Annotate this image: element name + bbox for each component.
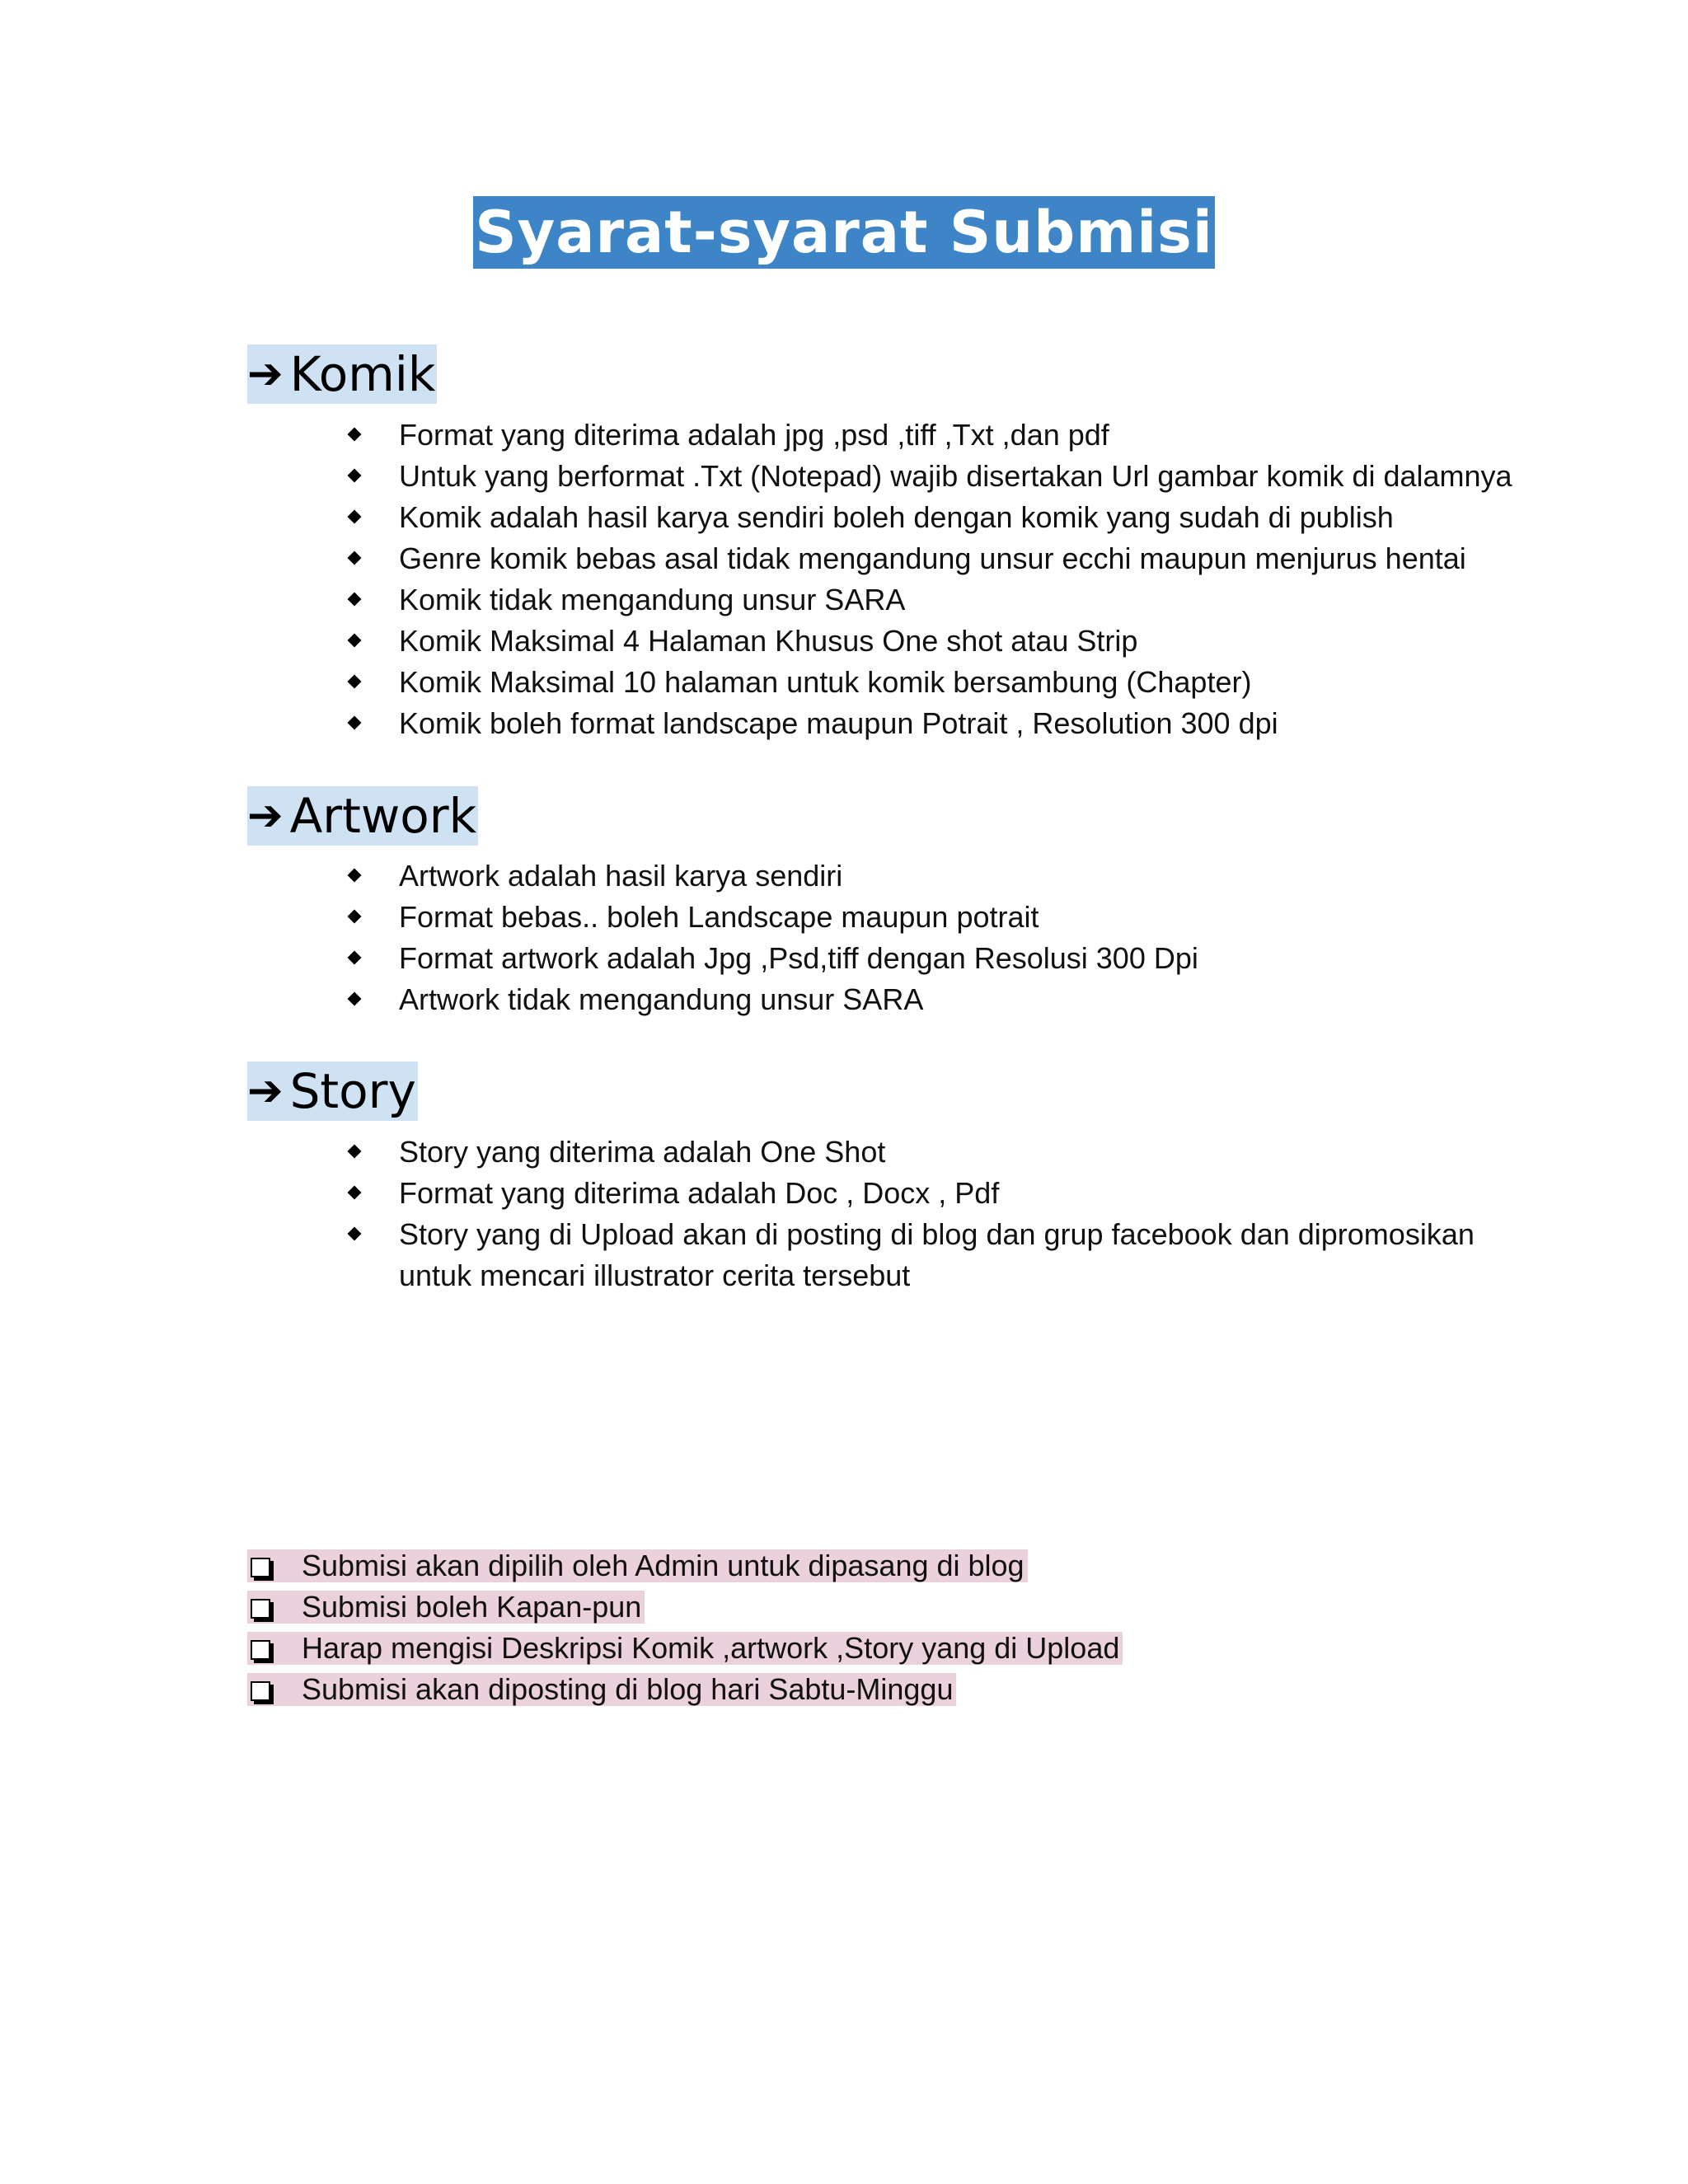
list-item: Artwork adalah hasil karya sendiri bbox=[346, 855, 1541, 897]
checkbox-bullet-icon bbox=[251, 1681, 270, 1701]
diamond-bullet-icon bbox=[348, 1186, 362, 1200]
note-highlight: Harap mengisi Deskripsi Komik ,artwork ,Story yang di Upload bbox=[247, 1632, 1123, 1665]
page-title-container bbox=[0, 196, 1688, 269]
list-item: Artwork tidak mengandung unsur SARA bbox=[346, 979, 1541, 1020]
diamond-bullet-icon bbox=[348, 951, 362, 965]
diamond-bullet-icon bbox=[348, 716, 362, 730]
note-highlight: Submisi akan dipilih oleh Admin untuk dipasang di blog bbox=[247, 1549, 1028, 1582]
diamond-bullet-icon bbox=[348, 675, 362, 689]
arrow-right-icon: ➔ bbox=[247, 1066, 284, 1116]
note-highlight: Submisi akan diposting di blog hari Sabtu-Minggu bbox=[247, 1673, 956, 1706]
diamond-bullet-icon bbox=[348, 510, 362, 524]
diamond-bullet-icon bbox=[348, 551, 362, 565]
komik-requirements-list bbox=[346, 415, 1541, 744]
diamond-bullet-icon bbox=[348, 910, 362, 924]
list-item: Komik boleh format landscape maupun Potrait , Resolution 300 dpi bbox=[346, 703, 1541, 744]
diamond-bullet-icon bbox=[348, 869, 362, 883]
list-item: Format yang diterima adalah Doc , Docx , Pdf bbox=[346, 1173, 1541, 1214]
section-heading-highlight bbox=[247, 344, 437, 404]
checkbox-bullet-icon bbox=[251, 1558, 270, 1577]
list-item: Komik Maksimal 10 halaman untuk komik bersambung (Chapter) bbox=[346, 662, 1541, 703]
diamond-bullet-icon bbox=[348, 428, 362, 442]
diamond-bullet-icon bbox=[348, 992, 362, 1006]
section-heading-label: Story bbox=[289, 1063, 416, 1119]
list-item: Komik tidak mengandung unsur SARA bbox=[346, 579, 1541, 621]
note-highlight: Submisi boleh Kapan-pun bbox=[247, 1591, 645, 1624]
list-item bbox=[247, 1545, 1123, 1586]
section-heading-label: Artwork bbox=[289, 788, 477, 844]
section-heading-artwork bbox=[247, 786, 478, 846]
arrow-right-icon: ➔ bbox=[247, 349, 284, 399]
diamond-bullet-icon bbox=[348, 593, 362, 607]
list-item: Format yang diterima adalah jpg ,psd ,tiff ,Txt ,dan pdf bbox=[346, 415, 1541, 456]
list-item: Story yang diterima adalah One Shot bbox=[346, 1132, 1541, 1173]
section-heading-story bbox=[247, 1062, 418, 1121]
list-item bbox=[247, 1669, 1123, 1710]
list-item bbox=[247, 1628, 1123, 1669]
diamond-bullet-icon bbox=[348, 469, 362, 483]
checkbox-bullet-icon bbox=[251, 1599, 270, 1619]
section-heading-highlight bbox=[247, 786, 478, 846]
section-heading-komik bbox=[247, 344, 437, 404]
list-item: Story yang di Upload akan di posting di blog dan grup facebook dan dipromosikan untuk mencari illustrator cerita tersebut bbox=[346, 1214, 1541, 1296]
arrow-right-icon: ➔ bbox=[247, 791, 284, 841]
artwork-requirements-list bbox=[346, 855, 1541, 1020]
page-title: Syarat-syarat Submisi bbox=[473, 196, 1215, 269]
checkbox-bullet-icon bbox=[251, 1640, 270, 1660]
section-heading-label: Komik bbox=[289, 346, 436, 402]
list-item bbox=[247, 1586, 1123, 1628]
diamond-bullet-icon bbox=[348, 634, 362, 648]
story-requirements-list bbox=[346, 1132, 1541, 1296]
diamond-bullet-icon bbox=[348, 1145, 362, 1159]
list-item: Komik adalah hasil karya sendiri boleh dengan komik yang sudah di publish bbox=[346, 497, 1541, 538]
submission-notes-list bbox=[247, 1545, 1123, 1710]
list-item: Komik Maksimal 4 Halaman Khusus One shot atau Strip bbox=[346, 621, 1541, 662]
list-item: Format artwork adalah Jpg ,Psd,tiff dengan Resolusi 300 Dpi bbox=[346, 938, 1541, 979]
diamond-bullet-icon bbox=[348, 1227, 362, 1241]
list-item: Format bebas.. boleh Landscape maupun potrait bbox=[346, 897, 1541, 938]
list-item: Untuk yang berformat .Txt (Notepad) wajib disertakan Url gambar komik di dalamnya bbox=[346, 456, 1541, 497]
list-item: Genre komik bebas asal tidak mengandung unsur ecchi maupun menjurus hentai bbox=[346, 538, 1541, 579]
section-heading-highlight bbox=[247, 1062, 418, 1121]
